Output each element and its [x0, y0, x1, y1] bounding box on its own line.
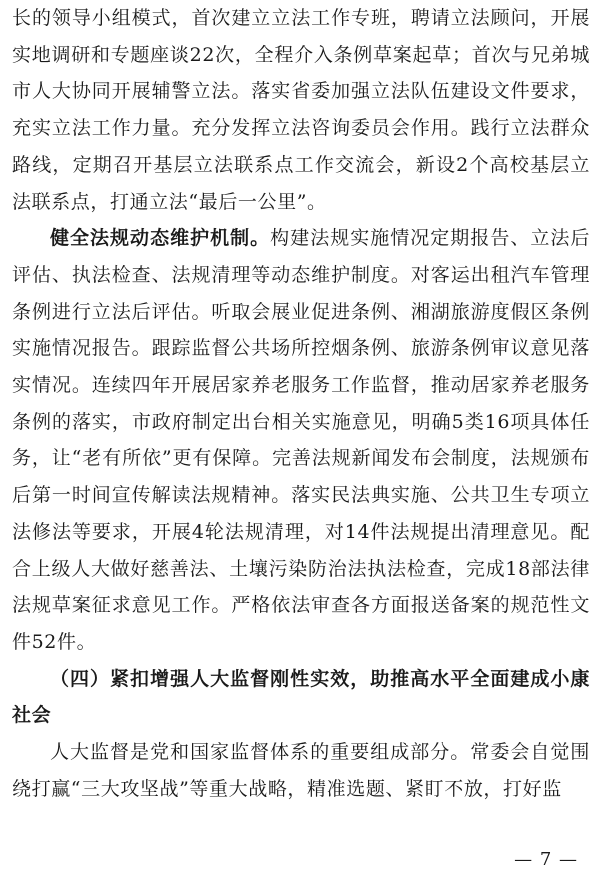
page-number: — 7 —	[514, 849, 578, 870]
document-page	[12, 0, 590, 807]
paragraph-lead: 健全法规动态维护机制。	[50, 227, 271, 250]
paragraph-text: 构建法规实施情况定期报告、立法后评估、执法检查、法规清理等动态维护制度。对客运出租汽车管理条例进行立法后评估。听取会展业促进条例、湘湖旅游度假区条例实施情况报告。跟踪监督公共场所控烟条例、旅游条例审议意见落实情况。连续四年开展居家养老服务工作监督，推动居家养老服务条例的落实，市政府制定出台相关实施意见，明确5类16项具体任务，让“老有所依”更有保障。完善法规新闻发布会制度，法规颁布后第一时间宣传解读法规精神。落实民法典实施、公共卫生专项立法修法等要求，开展4轮法规清理，对14件法规提出清理意见。配合上级人大做好慈善法、土壤污染防治法执法检查，完成18部法律法规草案征求意见工作。严格依法审查各方面报送备案的规范性文件52件。	[12, 227, 590, 653]
paragraph-supervision	[12, 734, 590, 807]
paragraph-text: 长的领导小组模式，首次建立立法工作专班，聘请立法顾问，开展实地调研和专题座谈22次，全程介入条例草案起草；首次与兄弟城市人大协同开展辅警立法。落实省委加强立法队伍建设文件要求，充实立法工作力量。充分发挥立法咨询委员会作用。践行立法群众路线，定期召开基层立法联系点工作交流会，新设2个高校基层立法联系点，打通立法“最后一公里”。	[12, 7, 590, 213]
paragraph-regulation-maintenance	[12, 220, 590, 660]
paragraph-text: 人大监督是党和国家监督体系的重要组成部分。常委会自觉围绕打赢“三大攻坚战”等重大战略，精准选题、紧盯不放，打好监	[12, 741, 590, 800]
paragraph-continued	[12, 0, 590, 220]
section-heading: （四）紧扣增强人大监督刚性实效，助推高水平全面建成小康社会	[12, 667, 590, 727]
